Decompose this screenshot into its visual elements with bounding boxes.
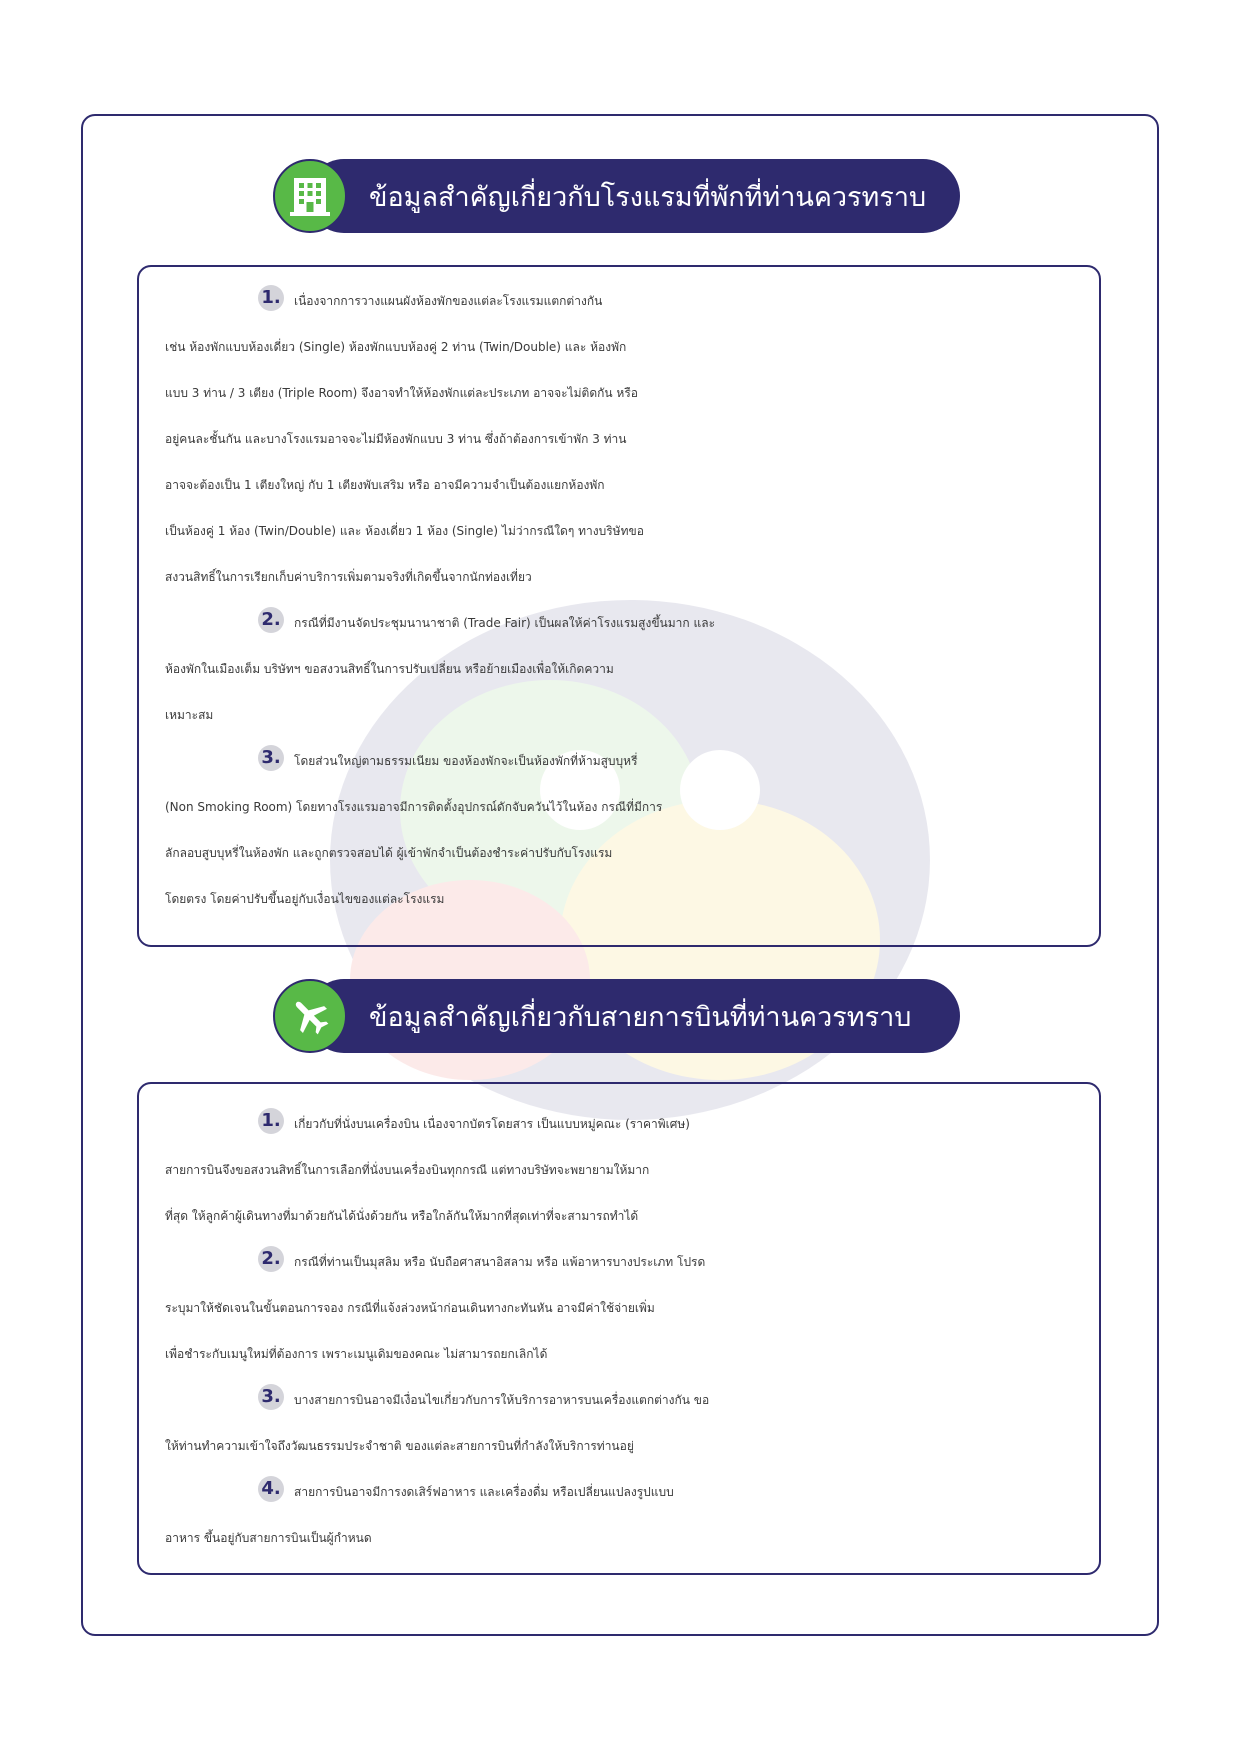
hotel-section-header [273, 159, 960, 233]
item-number-badge: 3. [258, 1384, 284, 1410]
item-number-badge: 3. [258, 745, 284, 771]
hotel-item-2 [165, 600, 1075, 738]
item-first-line: กรณีที่มีงานจัดประชุมนานาชาติ (Trade Fair) เป็นผลให้ค่าโรงแรมสูงขึ้นมาก และ [294, 616, 716, 630]
item-number-badge: 1. [258, 285, 284, 311]
item-line: เพื่อชำระกับเมนูใหม่ที่ต้องการ เพราะเมนูเดิมของคณะ ไม่สามารถยกเลิกได้ [165, 1347, 548, 1361]
item-number-badge: 4. [258, 1476, 284, 1502]
item-first-line: โดยส่วนใหญ่ตามธรรมเนียม ของห้องพักจะเป็นห้องพักที่ห้ามสูบบุหรี่ [294, 754, 638, 768]
item-number-badge: 2. [258, 1246, 284, 1272]
item-line: เช่น ห้องพักแบบห้องเดี่ยว (Single) ห้องพักแบบห้องคู่ 2 ท่าน (Twin/Double) และ ห้องพัก [165, 340, 627, 354]
item-number-badge: 2. [258, 607, 284, 633]
item-line: เหมาะสม [165, 708, 214, 722]
item-first-line: เกี่ยวกับที่นั่งบนเครื่องบิน เนื่องจากบัตรโดยสาร เป็นแบบหมู่คณะ (ราคาพิเศษ) [294, 1117, 690, 1131]
airline-item-3 [165, 1377, 1075, 1469]
item-line: ที่สุด ให้ลูกค้าผู้เดินทางที่มาด้วยกันได้นั่งด้วยกัน หรือใกล้กันให้มากที่สุดเท่าที่จะสามารถทำได้ [165, 1209, 639, 1223]
hotel-header-badge [273, 159, 347, 233]
item-line: ลักลอบสูบบุหรี่ในห้องพัก และถูกตรวจสอบได้ ผู้เข้าพักจำเป็นต้องชำระค่าปรับกับโรงแรม [165, 846, 613, 860]
item-line: สงวนสิทธิ์ในการเรียกเก็บค่าบริการเพิ่มตามจริงที่เกิดขึ้นจากนักท่องเที่ยว [165, 570, 532, 584]
item-line: แบบ 3 ท่าน / 3 เตียง (Triple Room) จึงอาจทำให้ห้องพักแต่ละประเภท อาจจะไม่ติดกัน หรือ [165, 386, 638, 400]
item-line: ระบุมาให้ชัดเจนในขั้นตอนการจอง กรณีที่แจ้งล่วงหน้าก่อนเดินทางกะทันหัน อาจมีค่าใช้จ่ายเพิ่ม [165, 1301, 655, 1315]
item-first-line: เนื่องจากการวางแผนผังห้องพักของแต่ละโรงแรมแตกต่างกัน [294, 294, 603, 308]
building-icon [290, 175, 330, 217]
item-line: อาหาร ขึ้นอยู่กับสายการบินเป็นผู้กำหนด [165, 1531, 372, 1545]
item-line: ให้ท่านทำความเข้าใจถึงวัฒนธรรมประจำชาติ ของแต่ละสายการบินที่กำลังให้บริการท่านอยู่ [165, 1439, 634, 1453]
item-first-line: สายการบินอาจมีการงดเสิร์ฟอาหาร และเครื่องดื่ม หรือเปลี่ยนแปลงรูปแบบ [294, 1485, 674, 1499]
airline-item-2 [165, 1239, 1075, 1377]
airline-item-1 [165, 1101, 1075, 1239]
item-line: อยู่คนละชั้นกัน และบางโรงแรมอาจจะไม่มีห้องพักแบบ 3 ท่าน ซึ่งถ้าต้องการเข้าพัก 3 ท่าน [165, 432, 627, 446]
airline-section-header [273, 979, 960, 1053]
item-first-line: กรณีที่ท่านเป็นมุสลิม หรือ นับถือศาสนาอิสลาม หรือ แพ้อาหารบางประเภท โปรด [294, 1255, 706, 1269]
item-number-badge: 1. [258, 1108, 284, 1134]
airline-item-4 [165, 1469, 1075, 1561]
airplane-icon [289, 995, 331, 1037]
item-line: อาจจะต้องเป็น 1 เตียงใหญ่ กับ 1 เตียงพับเสริม หรือ อาจมีความจำเป็นต้องแยกห้องพัก [165, 478, 605, 492]
hotel-item-1 [165, 278, 1075, 600]
item-line: โดยตรง โดยค่าปรับขึ้นอยู่กับเงื่อนไขของแต่ละโรงแรม [165, 892, 445, 906]
airline-section-title: ข้อมูลสำคัญเกี่ยวกับสายการบินที่ท่านควรทราบ [369, 1001, 912, 1033]
item-line: เป็นห้องคู่ 1 ห้อง (Twin/Double) และ ห้องเดี่ยว 1 ห้อง (Single) ไม่ว่ากรณีใดๆ ทางบริษัทขอ [165, 524, 644, 538]
item-first-line: บางสายการบินอาจมีเงื่อนไขเกี่ยวกับการให้บริการอาหารบนเครื่องแตกต่างกัน ขอ [294, 1393, 710, 1407]
hotel-section-title: ข้อมูลสำคัญเกี่ยวกับโรงแรมที่พักที่ท่านควรทราบ [369, 181, 927, 213]
item-line: (Non Smoking Room) โดยทางโรงแรมอาจมีการติดตั้งอุปกรณ์ดักจับควันไว้ในห้อง กรณีที่มีการ [165, 800, 663, 814]
item-line: สายการบินจึงขอสงวนสิทธิ์ในการเลือกที่นั่งบนเครื่องบินทุกกรณี แต่ทางบริษัทจะพยายามให้มาก [165, 1163, 650, 1177]
airline-header-badge [273, 979, 347, 1053]
hotel-item-3 [165, 738, 1075, 922]
item-line: ห้องพักในเมืองเต็ม บริษัทฯ ขอสงวนสิทธิ์ในการปรับเปลี่ยน หรือย้ายเมืองเพื่อให้เกิดความ [165, 662, 614, 676]
hotel-header-pill [307, 159, 960, 233]
airline-header-pill [307, 979, 960, 1053]
